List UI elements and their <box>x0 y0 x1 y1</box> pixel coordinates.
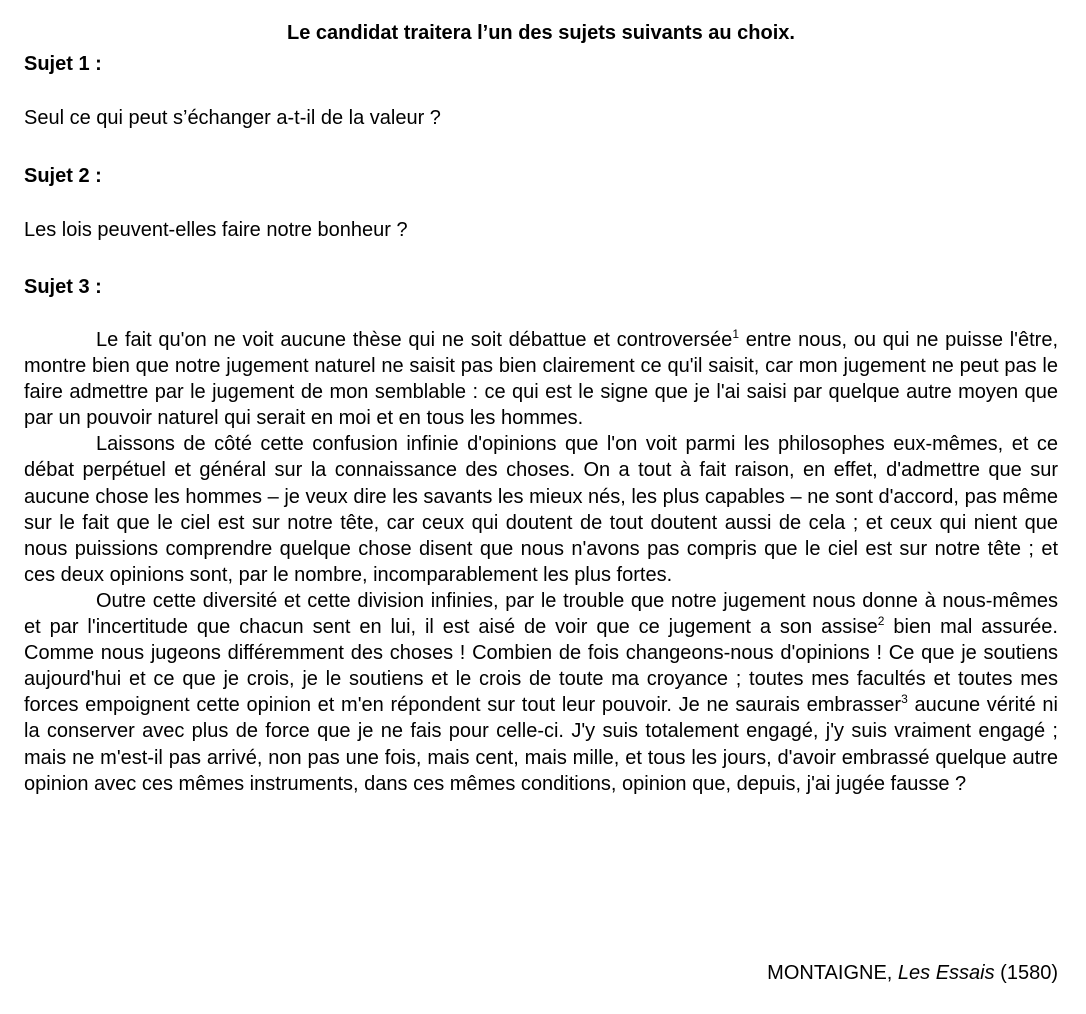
sujet-3-text <box>24 327 1058 797</box>
citation-year: (1580) <box>994 962 1058 984</box>
text-paragraph-3 <box>24 588 1058 797</box>
text-segment: Le fait qu'on ne voit aucune thèse qui ne soit débattue et controversée <box>96 329 733 351</box>
sujet-1-question: Seul ce qui peut s’échanger a-t-il de la valeur ? <box>24 107 441 129</box>
instruction-heading: Le candidat traitera l’un des sujets suivants au choix. <box>287 22 795 44</box>
footnote-ref-3: 3 <box>901 692 908 707</box>
text-segment: Outre cette diversité et cette division infinies, par le trouble que notre jugement nous donne à nous-mêmes et par l'incertitude que chacun sent en lui, il est aisé de voir que ce jugement a son assise <box>24 589 1058 639</box>
footnote-ref-2: 2 <box>877 614 885 629</box>
footnote-ref-1: 1 <box>732 327 739 341</box>
text-paragraph-1 <box>24 327 1058 431</box>
sujet-2-question: Les lois peuvent-elles faire notre bonheur ? <box>24 219 408 241</box>
citation-author: MONTAIGNE, <box>767 962 898 984</box>
sujet-1-label: Sujet 1 : <box>24 53 102 75</box>
source-citation <box>767 961 1058 985</box>
text-segment: bien mal assurée. Comme nous jugeons différemment des choses ! Combien de fois changeons-nous d'opinions ! Ce que je soutiens aujourd'hui et ce que je crois, je le soutiens et le crois de toute ma croyance ; toutes mes facultés et toutes mes forces empoignent cette opinion et m'en répondent sur tout leur pouvoir. Je ne saurais embrasser <box>24 616 1058 717</box>
text-segment: aucune vérité ni la conserver avec plus de force que je ne fais pour celle-ci. J'y suis totalement engagé, j'y suis vraiment engagé ; mais ne m'est-il pas arrivé, non pas une fois, mais cent, mais mille, et tous les jours, d'avoir embrassé quelque autre opinion avec ces mêmes instruments, dans ces mêmes conditions, opinion que, depuis, j'ai jugée fausse ? <box>24 694 1058 795</box>
sujet-2-label: Sujet 2 : <box>24 165 102 187</box>
citation-work-title: Les Essais <box>897 962 995 984</box>
text-segment: entre nous, ou qui ne puisse l'être, montre bien que notre jugement naturel ne saisit pas bien clairement ce qu'il saisit, car mon jugement ne peut pas le faire admettre par le jugement de mon semblable : ce qui est le signe que je l'ai saisi par quelque autre moyen que par un pouvoir naturel qui serait en moi et en tous les hommes. <box>24 329 1059 430</box>
sujet-3-label: Sujet 3 : <box>24 276 102 298</box>
text-paragraph-2: Laissons de côté cette confusion infinie d'opinions que l'on voit parmi les philosophes eux-mêmes, et ce débat perpétuel et général sur la connaissance des choses. On a tout à fait raison, en effet, d'admettre que sur aucune chose les hommes – je veux dire les savants les mieux nés, les plus capables – ne sont d'accord, pas même sur le fait que le ciel est sur notre tête, car ceux qui doutent de tout doutent aussi de cela ; et ceux qui nient que nous puissions comprendre quelque chose disent que nous n'avons pas compris que le ciel est sur notre tête ; et ces deux opinions sont, par le nombre, incomparablement les plus fortes. <box>24 433 1058 586</box>
